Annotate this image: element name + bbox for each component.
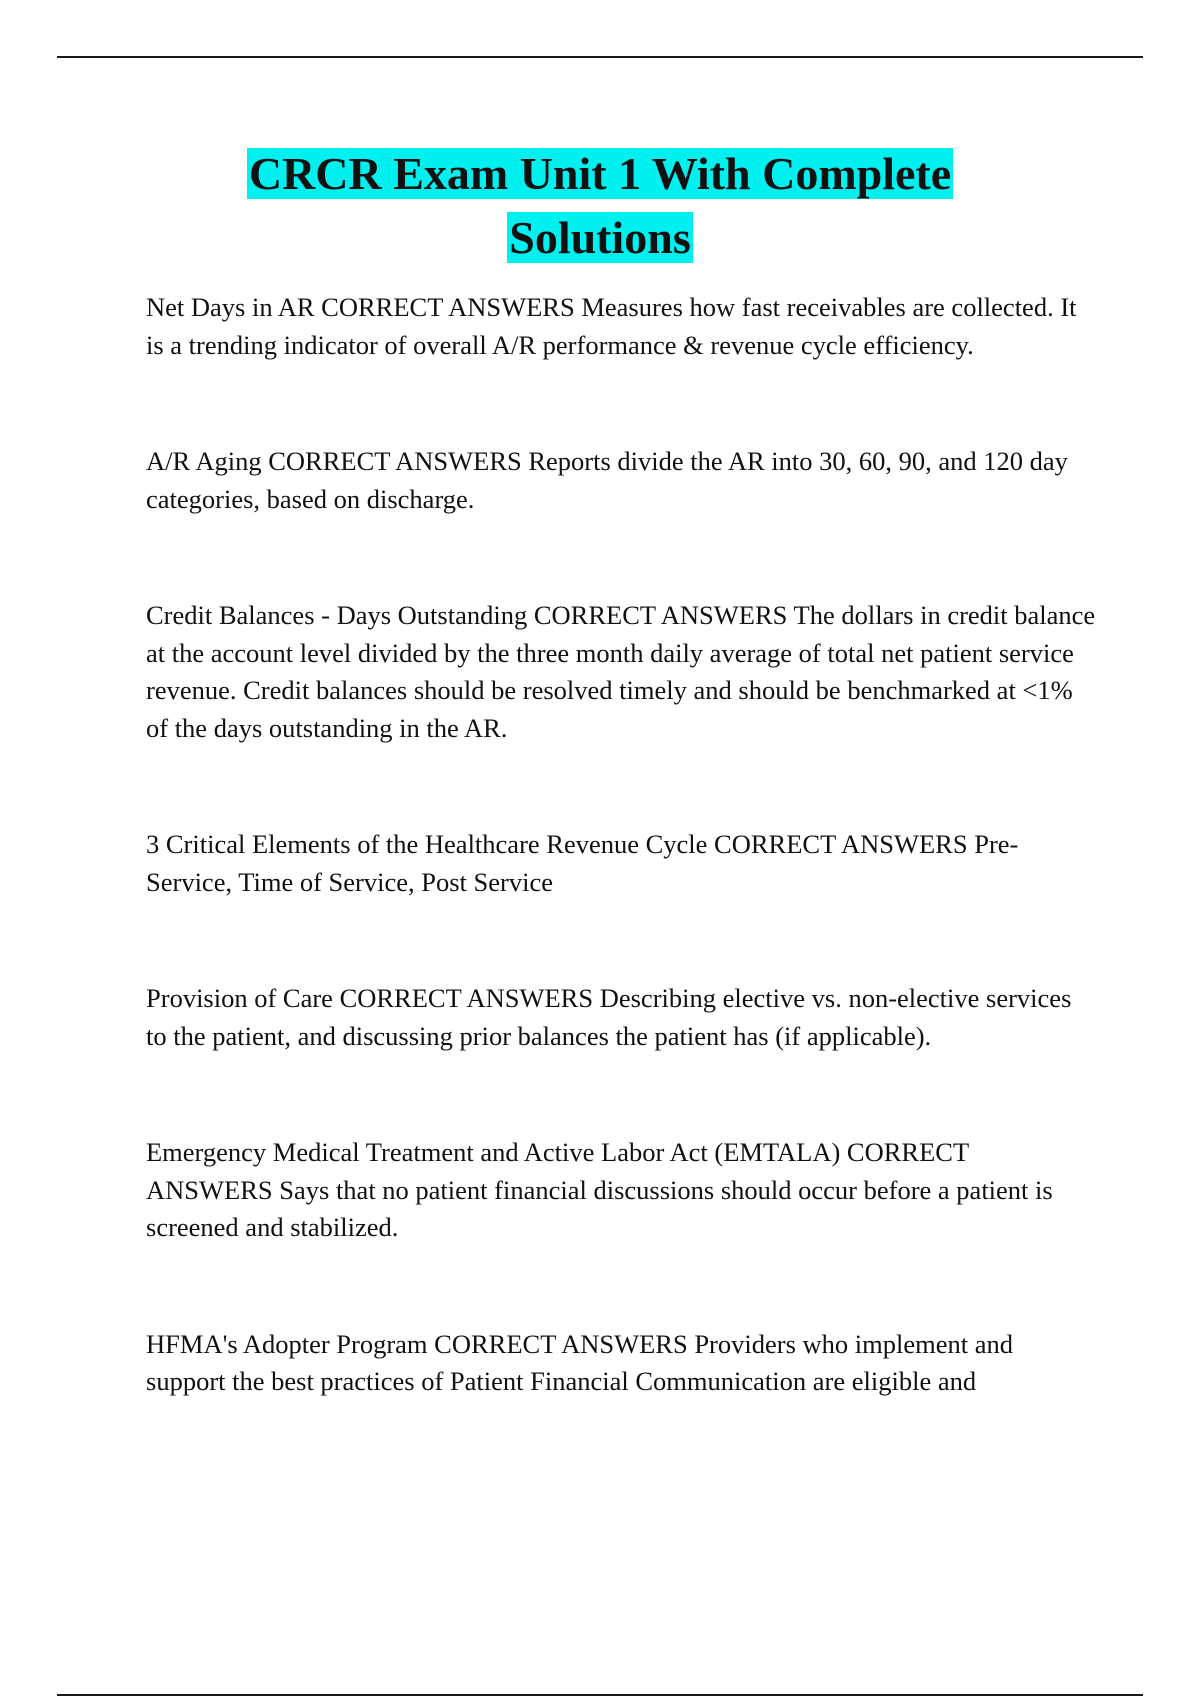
document-title-line-2: Solutions <box>509 212 691 263</box>
qa-entry: Net Days in AR CORRECT ANSWERS Measures how fast receivables are collected. It is a trending indicator of overall A/R performance & revenue cycle efficiency. <box>146 292 1077 360</box>
page-bottom-rule <box>57 1694 1143 1696</box>
document-title-line-1: CRCR Exam Unit 1 With Complete <box>248 148 952 199</box>
qa-entry: Credit Balances - Days Outstanding CORRECT ANSWERS The dollars in credit balance at the account level divided by the three month daily average of total net patient service revenue. Credit balances should be resolved timely and should be benchmarked at <1% of the days outstanding in the AR. <box>146 600 1096 743</box>
qa-entry: A/R Aging CORRECT ANSWERS Reports divide the AR into 30, 60, 90, and 120 day categories, based on discharge. <box>146 446 1068 514</box>
qa-entry: Provision of Care CORRECT ANSWERS Describing elective vs. non-elective services to the patient, and discussing prior balances the patient has (if applicable). <box>146 983 1072 1051</box>
qa-entry: 3 Critical Elements of the Healthcare Revenue Cycle CORRECT ANSWERS Pre-Service, Time of Service, Post Service <box>146 829 1019 897</box>
document-title <box>100 142 1100 270</box>
qa-entry: Emergency Medical Treatment and Active Labor Act (EMTALA) CORRECT ANSWERS Says that no patient financial discussions should occur before a patient is screened and stabilized. <box>146 1137 1053 1242</box>
page-top-rule <box>57 56 1143 58</box>
qa-entry-list <box>146 289 1096 1480</box>
qa-entry: HFMA's Adopter Program CORRECT ANSWERS Providers who implement and support the best practices of Patient Financial Communication are eligible and <box>146 1328 1014 1396</box>
